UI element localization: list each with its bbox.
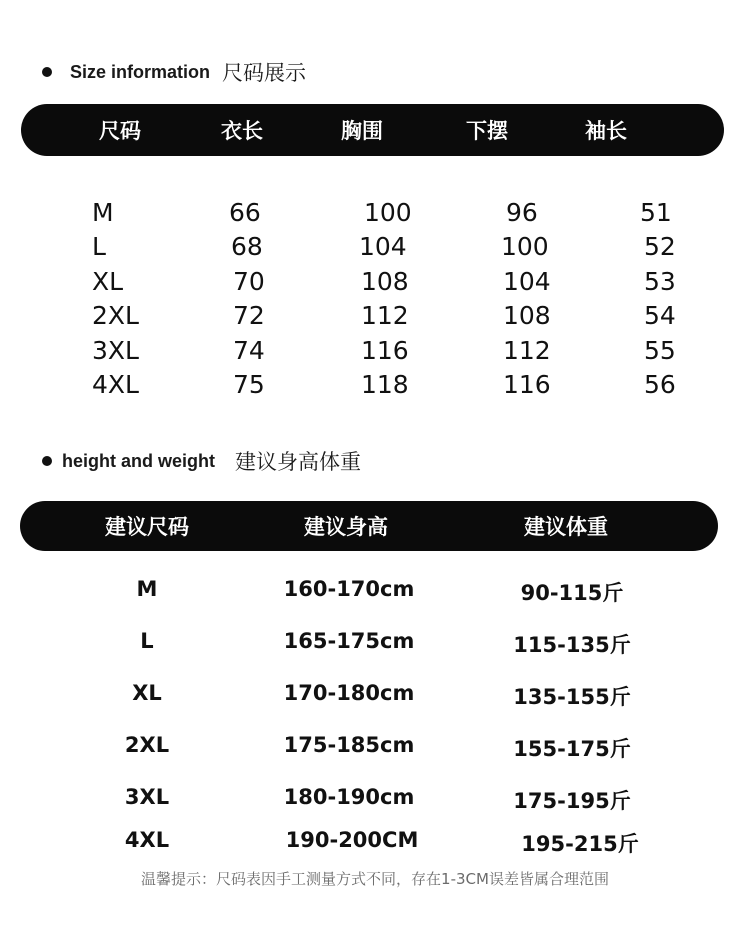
- hw-weight-cell: 175-195斤: [513, 789, 631, 813]
- hw-height-cell: 180-190cm: [283, 785, 415, 809]
- chest-cell: 108: [361, 267, 409, 296]
- chest-cell: 112: [361, 301, 409, 330]
- size-information-title-zh: 尺码展示: [222, 61, 307, 85]
- hw-weight-cell: 155-175斤: [513, 737, 631, 761]
- height-weight-title: [42, 446, 361, 476]
- sleeve-cell: 54: [644, 301, 676, 330]
- hw-height-cell: 160-170cm: [283, 577, 415, 601]
- chest-cell: 100: [364, 198, 412, 227]
- hw-header-weight: 建议体重: [524, 515, 608, 539]
- length-cell: 75: [233, 370, 265, 399]
- size-cell: M: [92, 198, 114, 227]
- size-cell: 4XL: [92, 370, 139, 399]
- hem-cell: 104: [503, 267, 551, 296]
- bullet-dot-icon: [42, 67, 52, 77]
- sleeve-cell: 51: [640, 198, 672, 227]
- hw-table-header: [20, 501, 718, 551]
- size-cell: 2XL: [92, 301, 139, 330]
- size-header-size: 尺码: [99, 119, 141, 143]
- tolerance-note: 温馨提示：尺码表因手工测量方式不同，存在1-3CM误差皆属合理范围: [141, 870, 609, 888]
- size-cell: 3XL: [92, 336, 139, 365]
- height-weight-title-zh: 建议身高体重: [235, 450, 361, 474]
- hw-header-size: 建议尺码: [105, 515, 189, 539]
- size-header-chest: 胸围: [341, 119, 383, 143]
- sleeve-cell: 56: [644, 370, 676, 399]
- hw-weight-cell: 115-135斤: [513, 633, 631, 657]
- size-header-length: 衣长: [221, 119, 263, 143]
- hw-height-cell: 190-200CM: [285, 828, 419, 852]
- hw-header-height: 建议身高: [304, 515, 388, 539]
- hw-height-cell: 170-180cm: [283, 681, 415, 705]
- bullet-dot-icon: [42, 456, 52, 466]
- hw-size-cell: 2XL: [124, 733, 170, 757]
- hw-weight-cell: 90-115斤: [520, 581, 624, 605]
- size-information-title-en: Size information: [70, 61, 211, 82]
- length-cell: 74: [233, 336, 265, 365]
- hw-height-cell: 165-175cm: [283, 629, 415, 653]
- size-table-header: [21, 104, 724, 156]
- hw-size-cell: 4XL: [124, 828, 170, 852]
- hem-cell: 108: [503, 301, 551, 330]
- length-cell: 70: [233, 267, 265, 296]
- size-header-sleeve: 袖长: [585, 119, 627, 143]
- hw-size-cell: L: [140, 629, 154, 653]
- hw-size-cell: M: [136, 577, 158, 601]
- length-cell: 68: [231, 232, 263, 261]
- height-weight-title-en: height and weight: [62, 450, 215, 471]
- hw-size-cell: XL: [132, 681, 162, 705]
- hw-weight-cell: 195-215斤: [521, 832, 639, 856]
- hem-cell: 96: [506, 198, 538, 227]
- length-cell: 72: [233, 301, 265, 330]
- size-header-hem: 下摆: [466, 119, 508, 143]
- chest-cell: 118: [361, 370, 409, 399]
- size-information-title: [42, 57, 306, 87]
- chest-cell: 116: [361, 336, 409, 365]
- hem-cell: 112: [503, 336, 551, 365]
- sleeve-cell: 53: [644, 267, 676, 296]
- hem-cell: 100: [501, 232, 549, 261]
- length-cell: 66: [229, 198, 261, 227]
- hw-weight-cell: 135-155斤: [513, 685, 631, 709]
- sleeve-cell: 55: [644, 336, 676, 365]
- sleeve-cell: 52: [644, 232, 676, 261]
- size-cell: XL: [92, 267, 124, 296]
- hw-height-cell: 175-185cm: [283, 733, 415, 757]
- chest-cell: 104: [359, 232, 407, 261]
- hw-size-cell: 3XL: [124, 785, 170, 809]
- size-cell: L: [92, 232, 106, 261]
- hem-cell: 116: [503, 370, 551, 399]
